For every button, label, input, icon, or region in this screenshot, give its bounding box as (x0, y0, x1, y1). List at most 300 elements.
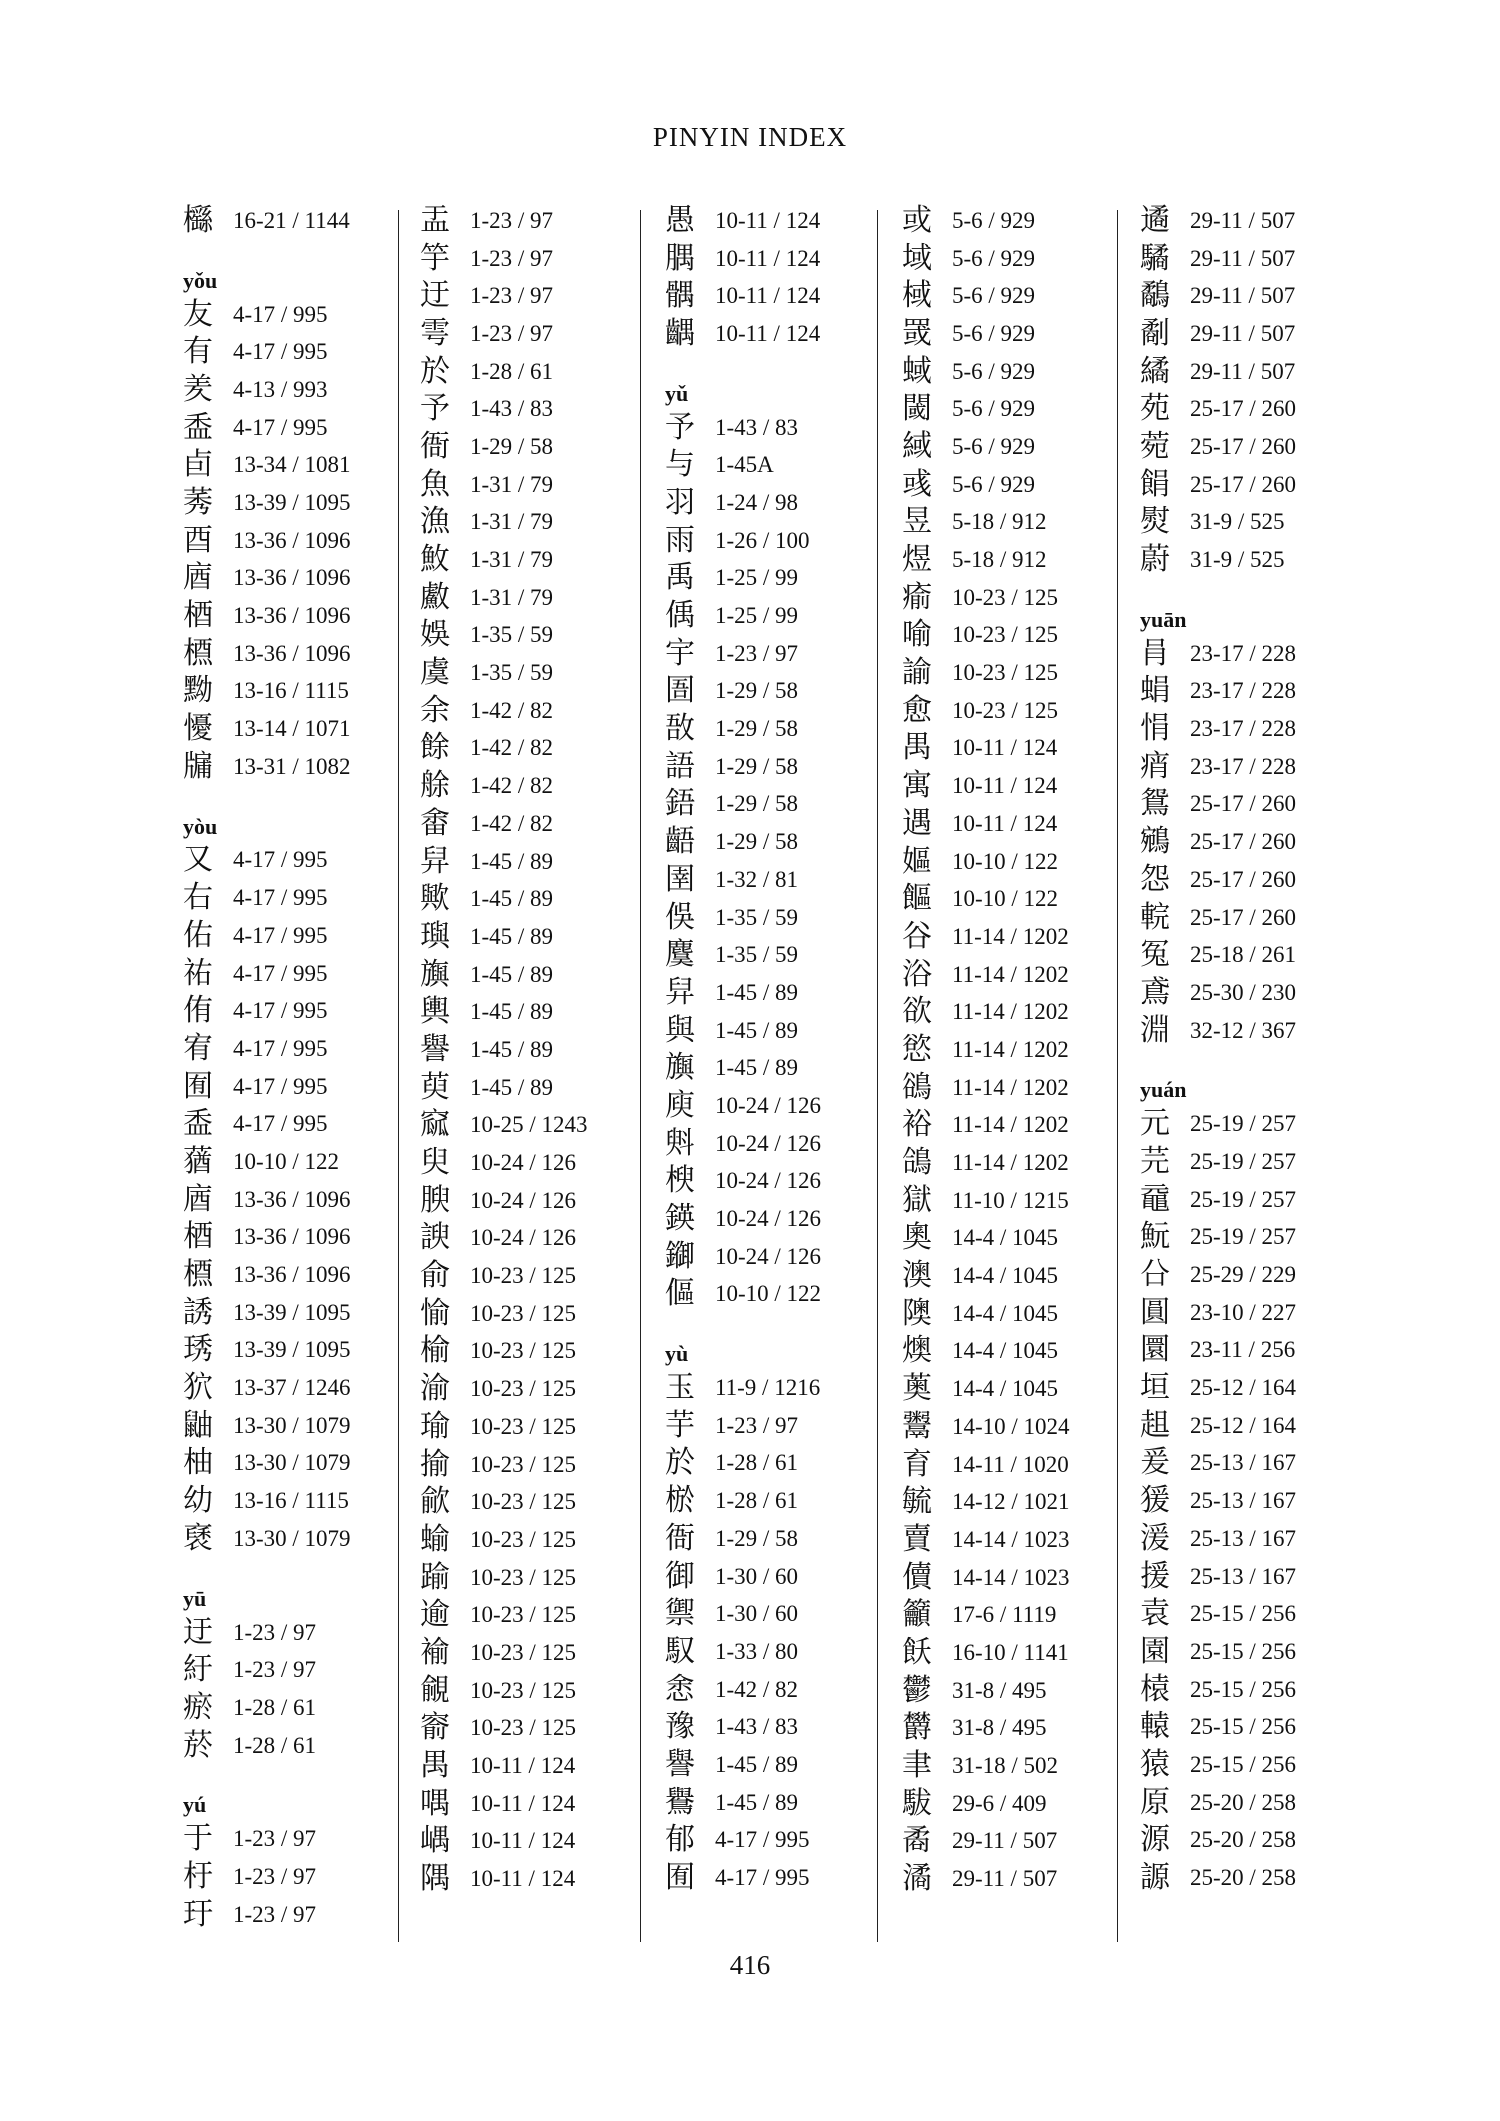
entry-reference: 11-9 / 1216 (715, 1375, 821, 1401)
page-number: 416 (729, 1950, 771, 1980)
entry-reference: 1-26 / 100 (715, 527, 810, 553)
entry-character: 原 (1140, 1784, 1170, 1820)
entry-reference: 29-11 / 507 (1190, 283, 1296, 309)
index-entry (420, 805, 588, 843)
entry-reference: 4-17 / 995 (715, 1865, 810, 1891)
entry-reference: 10-23 / 125 (470, 1639, 577, 1665)
entry-character: 竽 (420, 240, 450, 276)
index-entry (665, 1238, 821, 1276)
entry-character: 郁 (665, 1822, 695, 1858)
index-entry (183, 296, 351, 334)
index-entry (420, 353, 588, 391)
entry-character: 柚 (183, 1445, 213, 1481)
entry-character: 狖 (183, 1370, 213, 1406)
entry-character: 歟 (420, 881, 450, 917)
index-entry (1140, 1784, 1296, 1822)
entry-reference: 13-39 / 1095 (233, 489, 351, 515)
index-entry (420, 1559, 588, 1597)
page-title: PINYIN INDEX (652, 122, 848, 152)
index-entry (183, 484, 351, 522)
index-entry (183, 1858, 351, 1896)
entry-reference: 1-45 / 89 (715, 1789, 799, 1815)
index-entry (1140, 1407, 1296, 1445)
entry-reference: 10-24 / 126 (715, 1130, 822, 1156)
entry-character: 諛 (420, 1220, 450, 1256)
entry-reference: 1-45 / 89 (470, 961, 554, 987)
index-entry (183, 1820, 351, 1858)
entry-reference: 1-33 / 80 (715, 1638, 799, 1664)
index-entry (420, 1596, 588, 1634)
column-divider (1117, 210, 1118, 1942)
entry-reference: 31-9 / 525 (1190, 547, 1285, 573)
entry-character: 䬼 (1140, 466, 1170, 502)
entry-character: 盉 (183, 1106, 213, 1142)
entry-character: 佑 (183, 917, 213, 953)
entry-character: 圄 (665, 673, 695, 709)
entry-reference: 10-24 / 126 (715, 1243, 822, 1269)
index-entry (1140, 504, 1296, 542)
entry-reference: 5-6 / 929 (952, 433, 1036, 459)
index-entry (902, 1069, 1070, 1107)
entry-character: 域 (902, 240, 932, 276)
index-entry (183, 1445, 351, 1483)
index-entry (420, 692, 588, 730)
entry-character: 迂 (420, 278, 450, 314)
entry-reference: 1-42 / 82 (470, 735, 554, 761)
entry-character: 浴 (902, 956, 932, 992)
entry-reference: 10-25 / 1243 (470, 1112, 588, 1138)
entry-reference: 1-45 / 89 (470, 1036, 554, 1062)
entry-character: 幼 (183, 1483, 213, 1519)
entry-reference: 25-15 / 256 (1190, 1751, 1297, 1777)
index-entry (183, 673, 351, 711)
index-entry (183, 992, 351, 1030)
index-entry (665, 1163, 821, 1201)
index-entry (902, 1785, 1070, 1823)
entry-reference: 4-17 / 995 (233, 998, 328, 1024)
index-entry (665, 1520, 821, 1558)
index-entry (1140, 1181, 1296, 1219)
entry-reference: 31-9 / 525 (1190, 509, 1285, 535)
entry-reference: 25-19 / 257 (1190, 1148, 1297, 1174)
entry-reference: 1-43 / 83 (470, 396, 554, 422)
entry-character: 愚 (665, 202, 695, 238)
entry-reference: 10-23 / 125 (470, 1338, 577, 1364)
index-entry (902, 1220, 1070, 1258)
entry-character: 欲 (902, 994, 932, 1030)
entry-reference: 1-28 / 61 (715, 1488, 799, 1514)
entry-character: 窳 (420, 1107, 450, 1143)
entry-character: 臾 (420, 1145, 450, 1181)
index-entry (902, 579, 1070, 617)
index-entry (1140, 673, 1296, 711)
index-entry (665, 974, 821, 1012)
entry-character: 聿 (902, 1748, 932, 1784)
entry-character: 肙 (1140, 635, 1170, 671)
entry-reference: 1-43 / 83 (715, 1714, 799, 1740)
index-entry (420, 1785, 588, 1823)
entry-reference: 29-11 / 507 (1190, 245, 1296, 271)
entry-reference: 14-4 / 1045 (952, 1338, 1059, 1364)
entry-reference: 25-30 / 230 (1190, 979, 1297, 1005)
index-entry (665, 1012, 821, 1050)
entry-reference: 10-11 / 124 (470, 1790, 576, 1816)
entry-character: 馭 (665, 1633, 695, 1669)
entry-character: 譽 (665, 1746, 695, 1782)
entry-character: 齬 (665, 824, 695, 860)
index-entry (902, 956, 1070, 994)
entry-reference: 1-29 / 58 (715, 753, 799, 779)
entry-reference: 13-36 / 1096 (233, 1186, 351, 1212)
entry-character: 黝 (183, 673, 213, 709)
entry-character: 遹 (1140, 202, 1170, 238)
index-column-3 (665, 202, 821, 1897)
entry-character: 猿 (1140, 1746, 1170, 1782)
entry-reference: 13-36 / 1096 (233, 640, 351, 666)
entry-character: 蔚 (1140, 542, 1170, 578)
index-entry (665, 277, 821, 315)
entry-character: 揄 (420, 1446, 450, 1482)
index-entry (1140, 277, 1296, 315)
entry-character: 䮂 (902, 1785, 932, 1821)
entry-reference: 4-17 / 995 (233, 847, 328, 873)
index-entry (902, 1672, 1070, 1710)
entry-reference: 10-23 / 125 (952, 660, 1059, 686)
entry-reference: 13-14 / 1071 (233, 716, 351, 742)
entry-character: 鸒 (665, 1784, 695, 1820)
entry-character: 㕣 (1140, 1257, 1170, 1293)
entry-character: 䥏 (665, 1238, 695, 1274)
entry-reference: 1-25 / 99 (715, 565, 799, 591)
entry-reference: 13-30 / 1079 (233, 1450, 351, 1476)
entry-character: 予 (420, 391, 450, 427)
entry-character: 榬 (1140, 1671, 1170, 1707)
entry-reference: 25-15 / 256 (1190, 1601, 1297, 1627)
index-entry (420, 240, 588, 278)
entry-reference: 25-17 / 260 (1190, 396, 1297, 422)
index-entry (665, 1125, 821, 1163)
entry-character: 與 (665, 1012, 695, 1048)
entry-reference: 14-11 / 1020 (952, 1451, 1069, 1477)
entry-character: 雨 (665, 522, 695, 558)
index-entry (1140, 240, 1296, 278)
entry-reference: 13-39 / 1095 (233, 1299, 351, 1325)
entry-character: 緎 (902, 428, 932, 464)
entry-reference: 11-14 / 1202 (952, 961, 1069, 987)
index-entry (183, 1369, 351, 1407)
entry-character: 隅 (420, 1861, 450, 1897)
entry-character: 誘 (183, 1294, 213, 1330)
entry-reference: 25-20 / 258 (1190, 1789, 1297, 1815)
entry-character: 遇 (902, 805, 932, 841)
entry-character: 腢 (665, 240, 695, 276)
index-entry (183, 1030, 351, 1068)
index-entry (183, 1727, 351, 1765)
entry-reference: 1-31 / 79 (470, 547, 554, 573)
index-entry (902, 390, 1070, 428)
entry-character: 庮 (183, 1181, 213, 1217)
entry-character: 罭 (902, 315, 932, 351)
index-entry (183, 1105, 351, 1143)
index-entry (1140, 428, 1296, 466)
entry-reference: 5-6 / 929 (952, 207, 1036, 233)
entry-character: 玗 (183, 1896, 213, 1932)
index-entry (902, 1446, 1070, 1484)
index-entry (665, 786, 821, 824)
index-entry (183, 1181, 351, 1219)
entry-character: 援 (1140, 1558, 1170, 1594)
entry-character: 齵 (665, 315, 695, 351)
entry-reference: 10-11 / 124 (952, 810, 1058, 836)
entry-character: 䱷 (420, 579, 450, 615)
index-entry (1140, 748, 1296, 786)
entry-reference: 10-23 / 125 (952, 584, 1059, 610)
index-entry (1140, 315, 1296, 353)
index-entry (665, 1633, 821, 1671)
entry-reference: 1-45 / 89 (470, 848, 554, 874)
entry-character: 毓 (902, 1484, 932, 1520)
entry-character: 囿 (183, 1068, 213, 1104)
entry-reference: 4-17 / 995 (233, 339, 328, 365)
index-entry (665, 936, 821, 974)
entry-character: 於 (420, 353, 450, 389)
entry-character: 熨 (1140, 504, 1170, 540)
entry-character: 鳶 (1140, 974, 1170, 1010)
entry-reference: 1-23 / 97 (233, 1826, 317, 1852)
entry-reference: 25-15 / 256 (1190, 1714, 1297, 1740)
index-entry (1140, 541, 1296, 579)
entry-reference: 23-11 / 256 (1190, 1337, 1296, 1363)
entry-reference: 29-11 / 507 (1190, 207, 1296, 233)
entry-reference: 5-18 / 912 (952, 509, 1047, 535)
entry-character: 迂 (183, 1614, 213, 1650)
index-entry (902, 1257, 1070, 1295)
index-entry (665, 1558, 821, 1596)
index-entry (183, 560, 351, 598)
entry-reference: 11-14 / 1202 (952, 1074, 1069, 1100)
entry-character: 語 (665, 748, 695, 784)
index-entry (420, 1182, 588, 1220)
index-entry (183, 710, 351, 748)
entry-character: 腴 (420, 1182, 450, 1218)
entry-reference: 10-11 / 124 (715, 283, 821, 309)
index-entry (420, 1107, 588, 1145)
index-entry (1140, 786, 1296, 824)
index-entry (420, 880, 588, 918)
entry-character: 魚 (420, 466, 450, 502)
entry-character: 懮 (183, 711, 213, 747)
entry-reference: 23-10 / 227 (1190, 1299, 1297, 1325)
entry-reference: 25-12 / 164 (1190, 1375, 1297, 1401)
index-entry (420, 1634, 588, 1672)
index-entry (902, 843, 1070, 881)
index-entry (902, 654, 1070, 692)
entry-character: 閾 (902, 391, 932, 427)
entry-character: 旟 (420, 956, 450, 992)
entry-reference: 10-24 / 126 (470, 1150, 577, 1176)
entry-reference: 32-12 / 367 (1190, 1017, 1297, 1043)
entry-reference: 29-11 / 507 (952, 1866, 1058, 1892)
entry-character: 鼬 (183, 1407, 213, 1443)
entry-reference: 10-23 / 125 (470, 1677, 577, 1703)
column-divider (640, 210, 641, 1942)
index-entry (902, 1823, 1070, 1861)
entry-reference: 10-24 / 126 (715, 1206, 822, 1232)
index-entry (420, 918, 588, 956)
entry-character: 梄 (183, 1219, 213, 1255)
index-entry (183, 1407, 351, 1445)
index-entry (902, 1182, 1070, 1220)
entry-reference: 1-35 / 59 (470, 660, 554, 686)
entry-reference: 13-39 / 1095 (233, 1337, 351, 1363)
index-entry (665, 446, 821, 484)
entry-reference: 13-30 / 1079 (233, 1412, 351, 1438)
entry-character: 轅 (1140, 1709, 1170, 1745)
entry-character: 槱 (183, 1257, 213, 1293)
index-entry (420, 390, 588, 428)
index-entry (902, 1408, 1070, 1446)
index-entry (420, 504, 588, 542)
index-entry (902, 1860, 1070, 1898)
entry-character: 愉 (420, 1295, 450, 1331)
index-entry (183, 597, 351, 635)
entry-character: 紆 (183, 1652, 213, 1688)
entry-character: 奧 (902, 1220, 932, 1256)
entry-character: 覦 (420, 1672, 450, 1708)
entry-character: 牖 (183, 748, 213, 784)
entry-reference: 1-35 / 59 (715, 942, 799, 968)
entry-character: 漁 (420, 504, 450, 540)
entry-reference: 1-29 / 58 (715, 716, 799, 742)
index-entry (902, 504, 1070, 542)
entry-character: 蕕 (183, 1143, 213, 1179)
entry-reference: 10-11 / 124 (952, 735, 1058, 761)
entry-character: 菸 (183, 1727, 213, 1763)
index-entry (420, 315, 588, 353)
entry-character: 又 (183, 842, 213, 878)
index-entry (902, 353, 1070, 391)
entry-reference: 5-6 / 929 (952, 283, 1036, 309)
entry-character: 谷 (902, 918, 932, 954)
entry-reference: 25-17 / 260 (1190, 471, 1297, 497)
entry-character: 瘀 (183, 1689, 213, 1725)
entry-character: 御 (665, 1558, 695, 1594)
entry-reference: 1-31 / 79 (470, 584, 554, 610)
entry-reference: 1-29 / 58 (715, 829, 799, 855)
index-entry (183, 917, 351, 955)
entry-reference: 1-23 / 97 (470, 207, 554, 233)
index-column-1 (183, 202, 351, 1934)
index-entry (183, 955, 351, 993)
entry-character: 芫 (1140, 1143, 1170, 1179)
pinyin-heading: yòu (183, 813, 218, 839)
entry-reference: 1-28 / 61 (470, 358, 554, 384)
entry-character: 侑 (183, 993, 213, 1029)
index-entry (420, 1257, 588, 1295)
index-entry (183, 1219, 351, 1257)
index-entry (420, 579, 588, 617)
index-entry (665, 635, 821, 673)
entry-reference: 11-14 / 1202 (952, 999, 1069, 1025)
entry-character: 鬻 (902, 1408, 932, 1444)
entry-reference: 1-45 / 89 (715, 1751, 799, 1777)
entry-character: 鵷 (1140, 824, 1170, 860)
index-entry (665, 899, 821, 937)
entry-reference: 1-28 / 61 (715, 1450, 799, 1476)
entry-character: 燠 (902, 1333, 932, 1369)
entry-reference: 14-14 / 1023 (952, 1564, 1070, 1590)
entry-character: 圉 (665, 861, 695, 897)
index-entry (420, 1483, 588, 1521)
index-entry (420, 466, 588, 504)
pinyin-heading: yù (665, 1341, 689, 1367)
index-entry (1140, 202, 1296, 240)
entry-character: 垣 (1140, 1370, 1170, 1406)
pinyin-heading: yū (183, 1585, 207, 1611)
entry-reference: 25-17 / 260 (1190, 433, 1297, 459)
index-entry (665, 315, 821, 353)
entry-character: 梄 (183, 598, 213, 634)
index-entry (1140, 1256, 1296, 1294)
entry-reference: 13-36 / 1096 (233, 565, 351, 591)
entry-reference: 5-6 / 929 (952, 245, 1036, 271)
entry-reference: 23-17 / 228 (1190, 716, 1297, 742)
index-entry (665, 1276, 821, 1314)
entry-character: 譽 (420, 1031, 450, 1067)
index-entry (902, 1483, 1070, 1521)
pinyin-heading: yú (183, 1792, 207, 1818)
entry-character: 旟 (665, 1050, 695, 1086)
index-entry (902, 428, 1070, 466)
index-entry (665, 1595, 821, 1633)
index-entry (902, 1559, 1070, 1597)
entry-character: 櫾 (183, 202, 213, 238)
entry-reference: 14-10 / 1024 (952, 1413, 1070, 1439)
entry-character: 庾 (665, 1087, 695, 1123)
index-entry (1140, 1822, 1296, 1860)
entry-reference: 25-15 / 256 (1190, 1676, 1297, 1702)
entry-character: 右 (183, 880, 213, 916)
entry-reference: 17-6 / 1119 (952, 1602, 1057, 1628)
entry-character: 痟 (1140, 748, 1170, 784)
index-entry (1140, 1445, 1296, 1483)
entry-character: 盂 (420, 202, 450, 238)
entry-reference: 1-45 / 89 (470, 886, 554, 912)
index-entry (183, 1482, 351, 1520)
entry-reference: 10-11 / 124 (715, 207, 821, 233)
entry-character: 園 (1140, 1633, 1170, 1669)
entry-reference: 1-29 / 58 (715, 791, 799, 817)
entry-reference: 25-29 / 229 (1190, 1262, 1297, 1288)
entry-reference: 13-34 / 1081 (233, 452, 351, 478)
entry-character: 舁 (420, 843, 450, 879)
entry-reference: 25-13 / 167 (1190, 1488, 1297, 1514)
entry-character: 斞 (665, 1125, 695, 1161)
index-entry (665, 710, 821, 748)
index-entry (902, 1596, 1070, 1634)
entry-reference: 25-20 / 258 (1190, 1827, 1297, 1853)
column-divider (877, 210, 878, 1942)
entry-reference: 1-24 / 98 (715, 489, 799, 515)
index-entry (183, 1520, 351, 1558)
entry-reference: 10-24 / 126 (470, 1187, 577, 1213)
entry-character: 羑 (183, 371, 213, 407)
index-column-4 (902, 202, 1070, 1898)
entry-reference: 16-21 / 1144 (233, 207, 350, 233)
entry-character: 魭 (1140, 1219, 1170, 1255)
entry-reference: 25-15 / 256 (1190, 1638, 1297, 1664)
index-entry (902, 918, 1070, 956)
